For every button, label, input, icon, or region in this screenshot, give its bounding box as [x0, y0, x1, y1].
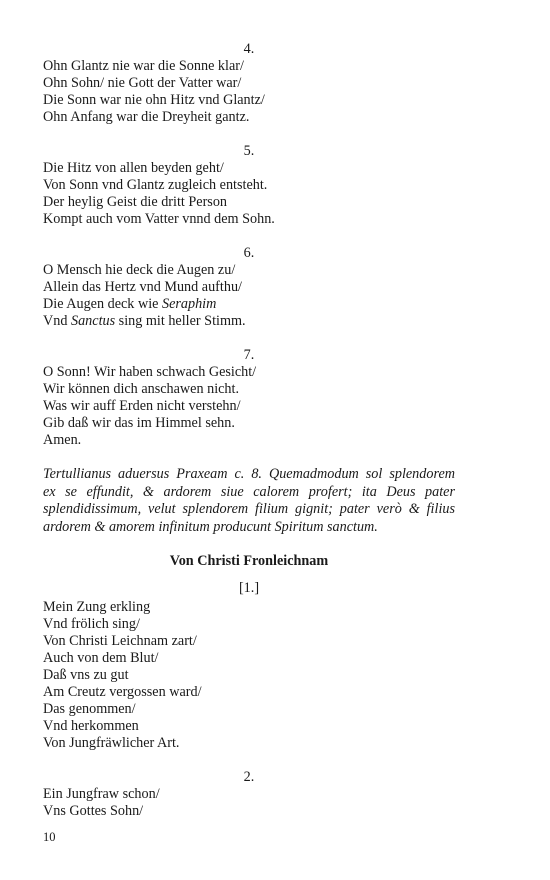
verse-text: Vnd — [43, 313, 71, 329]
latin-quotation — [43, 466, 455, 536]
stanza-number: 5. — [243, 143, 255, 159]
verse-line: Das genommen/ — [43, 701, 136, 717]
verse-line: Gib daß wir das im Himmel sehn. — [43, 415, 235, 431]
italic-word: Seraphim — [161, 296, 217, 312]
verse-line: Von Christi Leichnam zart/ — [43, 633, 197, 649]
verse-line: O Sonn! Wir haben schwach Gesicht/ — [43, 364, 257, 380]
song-title: Von Christi Fronleichnam — [169, 553, 329, 569]
verse-line: O Mensch hie deck die Augen zu/ — [43, 262, 236, 278]
verse-line: Vnd herkommen — [43, 718, 139, 734]
stanza-number: [1.] — [238, 580, 260, 596]
quote-line: ardorem & amorem infinitum producunt Spiritum sanctum. — [43, 518, 378, 535]
italic-word: Sanctus — [70, 313, 116, 329]
page-number: 10 — [43, 830, 56, 844]
verse-line: Am Creutz vergossen ward/ — [43, 684, 202, 700]
quote-line: Tertullianus aduersus Praxeam c. 8. Quemadmodum sol splendorem — [43, 466, 455, 482]
verse-line: Vns Gottes Sohn/ — [43, 803, 144, 819]
verse-line: Ohn Anfang war die Dreyheit gantz. — [43, 109, 250, 125]
verse-line: Allein das Hertz vnd Mund aufthu/ — [43, 279, 242, 295]
stanza-number: 4. — [243, 41, 255, 57]
verse-line: Amen. — [43, 432, 82, 448]
verse-line: Ohn Sohn/ nie Gott der Vatter war/ — [43, 75, 242, 91]
stanza-7 — [43, 347, 455, 449]
stanza-6 — [43, 245, 455, 330]
verse-line: Die Hitz von allen beyden geht/ — [43, 160, 224, 176]
stanza-number: 7. — [243, 347, 255, 363]
verse-line: Mein Zung erkling — [43, 599, 151, 615]
verse-line: Der heylig Geist die dritt Person — [43, 194, 228, 210]
verse-text: Die Augen deck wie — [43, 296, 162, 312]
verse-text: sing mit heller Stimm. — [115, 313, 246, 329]
verse-line: Was wir auff Erden nicht verstehn/ — [43, 398, 241, 414]
song-stanza-1 — [43, 580, 455, 752]
quote-line: ex se effundit, & ardorem siue calorem profert; ita Deus pater — [43, 483, 455, 500]
stanza-4 — [43, 41, 455, 126]
verse-line: Wir können dich anschawen nicht. — [43, 381, 240, 397]
verse-line: Ein Jungfraw schon/ — [43, 786, 160, 802]
verse-line: Ohn Glantz nie war die Sonne klar/ — [43, 58, 244, 74]
verse-line — [43, 313, 455, 330]
quote-line: splendidissimum, velut splendorem filium gignit; pater verò & filius — [43, 501, 455, 517]
verse-line: Von Jungfräwlicher Art. — [43, 735, 180, 751]
stanza-number: 6. — [243, 245, 255, 261]
song-stanza-2 — [43, 769, 455, 820]
stanza-number: 2. — [243, 769, 255, 785]
verse-line: Vnd frölich sing/ — [43, 616, 140, 632]
verse-line: Daß vns zu gut — [43, 667, 129, 683]
verse-line: Die Sonn war nie ohn Hitz vnd Glantz/ — [43, 92, 265, 108]
verse-line — [43, 296, 455, 313]
page-body — [43, 41, 455, 820]
verse-line: Von Sonn vnd Glantz zugleich entsteht. — [43, 177, 268, 193]
verse-line: Auch von dem Blut/ — [43, 650, 159, 666]
stanza-5 — [43, 143, 455, 228]
verse-line: Kompt auch vom Vatter vnnd dem Sohn. — [43, 211, 275, 227]
